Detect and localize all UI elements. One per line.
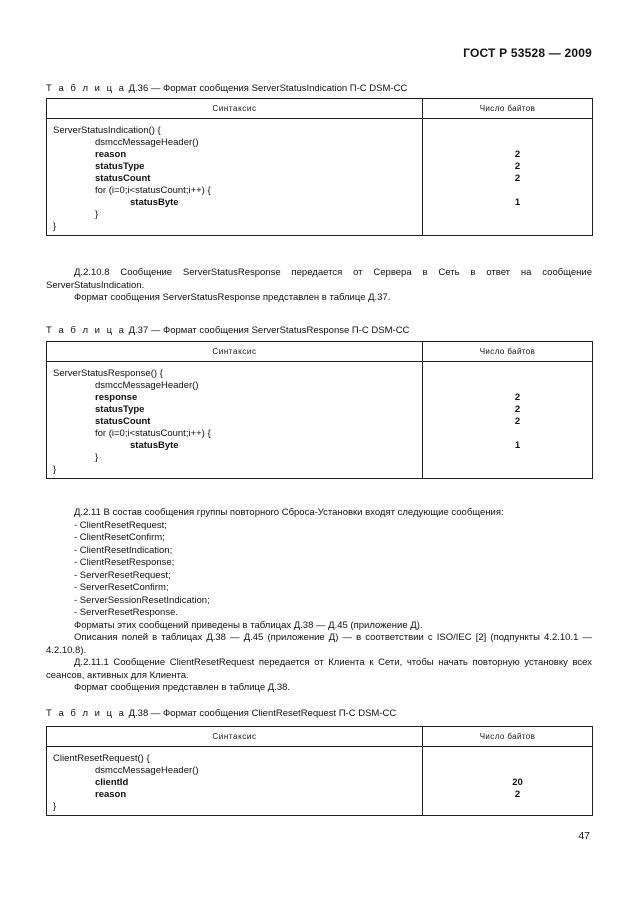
byte-count: 2 bbox=[514, 161, 521, 172]
table-38-caption-text: Д.38 — Формат сообщения ClientResetRequest П-С DSM-CC bbox=[128, 708, 397, 719]
table-36-header-bytes: Число байтов bbox=[423, 99, 593, 119]
syntax-line: } bbox=[95, 452, 99, 463]
paragraph-formats: Форматы этих сообщений приведены в таблицах Д.38 — Д.45 (приложение Д). bbox=[74, 619, 423, 631]
syntax-line: ServerStatusResponse() { bbox=[53, 368, 163, 379]
byte-count: 2 bbox=[514, 392, 521, 403]
byte-count bbox=[423, 137, 592, 149]
document-standard-number: ГОСТ Р 53528 — 2009 bbox=[463, 46, 592, 60]
byte-count bbox=[423, 428, 592, 440]
syntax-line: reason bbox=[95, 789, 127, 800]
table-37 bbox=[46, 341, 593, 479]
byte-count bbox=[423, 753, 592, 765]
syntax-line: dsmccMessageHeader() bbox=[95, 137, 199, 148]
list-item: - ClientResetConfirm; bbox=[74, 532, 165, 543]
table-37-header-bytes: Число байтов bbox=[423, 342, 593, 362]
syntax-line: dsmccMessageHeader() bbox=[95, 765, 199, 776]
paragraph-d2111: Д.2.11.1 Сообщение ClientResetRequest передается от Клиента к Сети, чтобы начать повторную установку всех сеансов, активных для Клиента. bbox=[46, 657, 592, 681]
table-38 bbox=[46, 726, 593, 816]
syntax-line: } bbox=[53, 221, 57, 232]
syntax-line: statusType bbox=[95, 404, 145, 415]
syntax-line: response bbox=[95, 392, 138, 403]
table-38-caption bbox=[46, 708, 396, 719]
list-item: - ClientResetRequest; bbox=[74, 519, 167, 531]
byte-count: 2 bbox=[514, 416, 521, 427]
byte-count bbox=[423, 452, 592, 464]
section-d2108 bbox=[46, 267, 592, 305]
table-36 bbox=[46, 98, 593, 236]
paragraph-field-descriptions: Описания полей в таблицах Д.38 — Д.45 (приложение Д) — в соответствии с ISO/IEC [2] (подпункты 4.2.10.1 — 4.2.10.8). bbox=[46, 632, 592, 656]
list-item: - ServerResetConfirm; bbox=[74, 582, 169, 593]
table-36-header-row bbox=[47, 99, 593, 119]
table-37-caption-word: Т а б л и ц а bbox=[46, 325, 126, 336]
list-item: - ServerSessionResetIndication; bbox=[74, 594, 210, 606]
table-37-caption-text: Д.37 — Формат сообщения ServerStatusResponse П-С DSM-CC bbox=[128, 325, 410, 336]
syntax-line: statusType bbox=[95, 161, 145, 172]
table-37-header-syntax: Синтаксис bbox=[47, 342, 423, 362]
byte-count bbox=[423, 380, 592, 392]
table-38-caption-word: Т а б л и ц а bbox=[46, 708, 126, 719]
byte-count bbox=[423, 125, 592, 137]
table-38-header-row bbox=[47, 727, 593, 747]
table-36-caption-word: Т а б л и ц а bbox=[46, 83, 126, 94]
list-item: - ClientResetIndication; bbox=[74, 544, 173, 556]
table-38-body-row bbox=[47, 747, 593, 816]
byte-count bbox=[423, 464, 592, 476]
table-36-caption bbox=[46, 83, 407, 94]
byte-count bbox=[423, 209, 592, 221]
table-38-header-bytes: Число байтов bbox=[423, 727, 593, 747]
list-item: - ServerResetRequest; bbox=[74, 569, 171, 581]
table-36-syntax-cell bbox=[47, 119, 423, 236]
syntax-line: for (i=0;i<statusCount;i++) { bbox=[95, 185, 211, 196]
byte-count bbox=[423, 368, 592, 380]
table-38-bytes-cell bbox=[423, 747, 593, 816]
byte-count bbox=[423, 765, 592, 777]
byte-count bbox=[423, 185, 592, 197]
table-37-body-row bbox=[47, 362, 593, 479]
syntax-line: ServerStatusIndication() { bbox=[53, 125, 161, 136]
byte-count: 20 bbox=[512, 777, 523, 788]
table-36-caption-text: Д.36 — Формат сообщения ServerStatusIndication П-С DSM-CC bbox=[128, 83, 408, 94]
syntax-line: reason bbox=[95, 149, 127, 160]
syntax-line: dsmccMessageHeader() bbox=[95, 380, 199, 391]
syntax-line: ClientResetRequest() { bbox=[53, 753, 150, 764]
syntax-line: statusCount bbox=[95, 416, 151, 427]
page-number: 47 bbox=[578, 830, 590, 842]
list-item: - ClientResetResponse; bbox=[74, 557, 175, 568]
syntax-line: statusCount bbox=[95, 173, 151, 184]
paragraph-format-d37: Формат сообщения ServerStatusResponse представлен в таблице Д.37. bbox=[74, 292, 391, 303]
byte-count: 1 bbox=[514, 440, 521, 451]
syntax-line: statusByte bbox=[130, 197, 179, 208]
byte-count: 1 bbox=[514, 197, 521, 208]
paragraph-d211-intro: Д.2.11 В состав сообщения группы повторного Сброса-Установки входят следующие сообщения: bbox=[74, 507, 504, 518]
message-list bbox=[46, 520, 592, 620]
section-d211 bbox=[46, 507, 592, 695]
paragraph-format-d38: Формат сообщения представлен в таблице Д.38. bbox=[74, 682, 291, 693]
syntax-line: } bbox=[53, 801, 57, 812]
paragraph-d2108: Д.2.10.8 Сообщение ServerStatusResponse передается от Сервера в Сеть в ответ на сообщение ServerStatusIndication. bbox=[46, 267, 592, 291]
syntax-line: for (i=0;i<statusCount;i++) { bbox=[95, 428, 211, 439]
table-37-syntax-cell bbox=[47, 362, 423, 479]
syntax-line: } bbox=[95, 209, 99, 220]
table-38-header-syntax: Синтаксис bbox=[47, 727, 423, 747]
table-37-caption bbox=[46, 325, 409, 336]
byte-count: 2 bbox=[514, 173, 521, 184]
syntax-line: statusByte bbox=[130, 440, 179, 451]
table-38-syntax-cell bbox=[47, 747, 423, 816]
syntax-line: clientId bbox=[95, 777, 129, 788]
table-37-bytes-cell bbox=[423, 362, 593, 479]
list-item: - ServerResetResponse. bbox=[74, 607, 179, 618]
syntax-line: } bbox=[53, 464, 57, 475]
table-36-body-row bbox=[47, 119, 593, 236]
byte-count bbox=[423, 801, 592, 813]
byte-count: 2 bbox=[514, 149, 521, 160]
table-37-header-row bbox=[47, 342, 593, 362]
byte-count: 2 bbox=[514, 404, 521, 415]
table-36-header-syntax: Синтаксис bbox=[47, 99, 423, 119]
byte-count bbox=[423, 221, 592, 233]
table-36-bytes-cell bbox=[423, 119, 593, 236]
byte-count: 2 bbox=[514, 789, 521, 800]
